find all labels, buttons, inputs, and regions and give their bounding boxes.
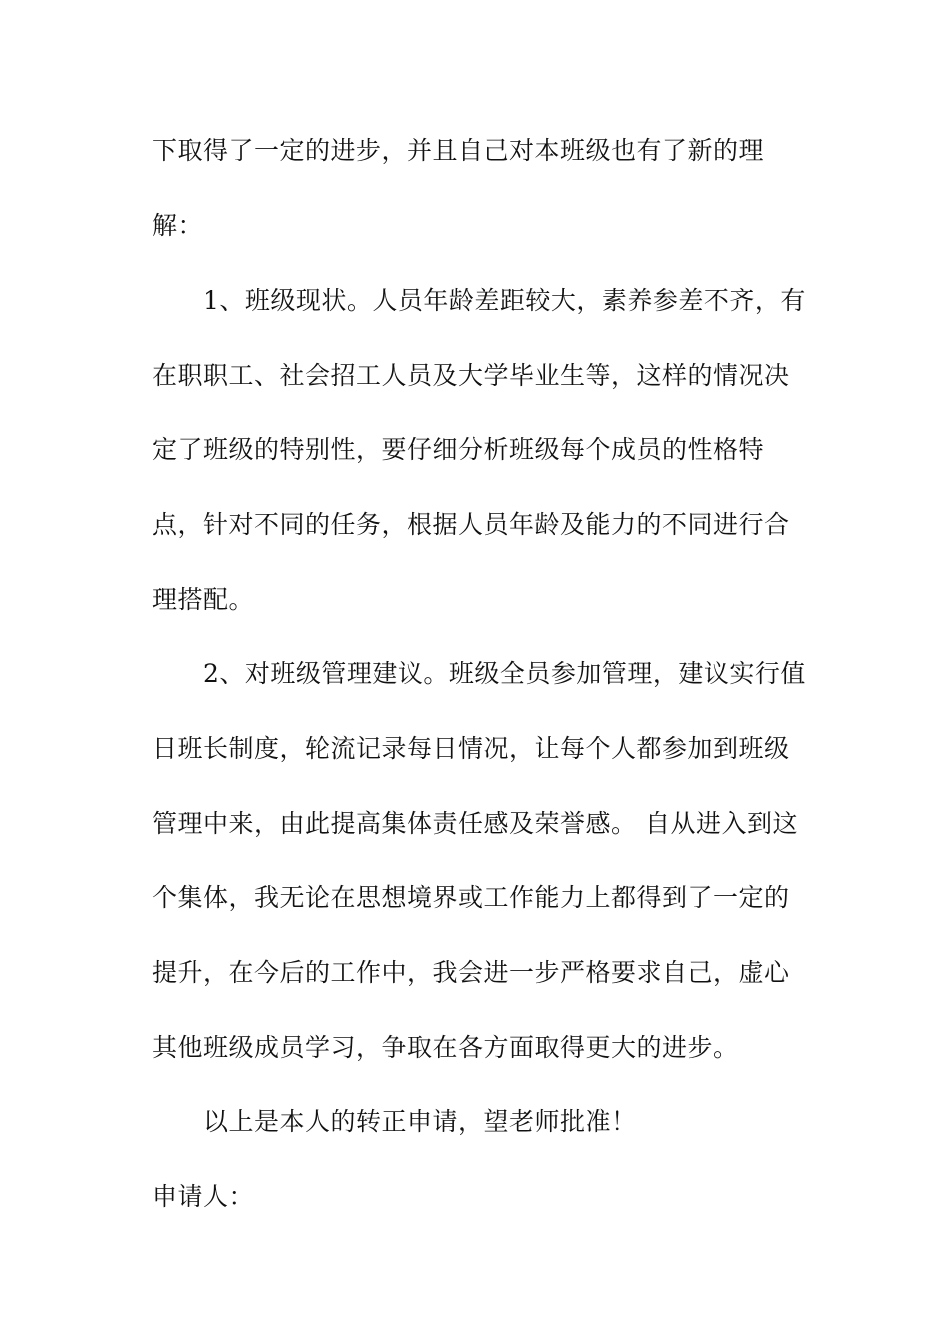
- signature-label: 申请人：: [152, 1182, 255, 1211]
- paragraph-line: 下取得了一定的进步，并且自己对本班级也有了新的理: [152, 136, 765, 165]
- paragraph-line: 解：: [152, 211, 204, 240]
- paragraph-line: 在职职工、社会招工人员及大学毕业生等，这样的情况决: [152, 361, 790, 390]
- paragraph-line: 提升，在今后的工作中，我会进一步严格要求自己，虚心: [152, 958, 790, 987]
- paragraph-line: 2、对班级管理建议。班级全员参加管理，建议实行值: [203, 659, 806, 688]
- paragraph-line: 个集体，我无论在思想境界或工作能力上都得到了一定的: [152, 883, 790, 912]
- closing-line: 以上是本人的转正申请，望老师批准！: [203, 1107, 637, 1136]
- paragraph-line: 理搭配。: [152, 585, 255, 614]
- paragraph-line: 定了班级的特别性，要仔细分析班级每个成员的性格特: [152, 435, 765, 464]
- paragraph-line: 日班长制度，轮流记录每日情况，让每个人都参加到班级: [152, 734, 790, 763]
- paragraph-line: 1、班级现状。人员年龄差距较大，素养参差不齐，有: [203, 286, 806, 315]
- paragraph-line: 其他班级成员学习，争取在各方面取得更大的进步。: [152, 1033, 739, 1062]
- paragraph-line: 点，针对不同的任务，根据人员年龄及能力的不同进行合: [152, 510, 790, 539]
- paragraph-line: 管理中来，由此提高集体责任感及荣誉感。 自从进入到这: [152, 809, 798, 838]
